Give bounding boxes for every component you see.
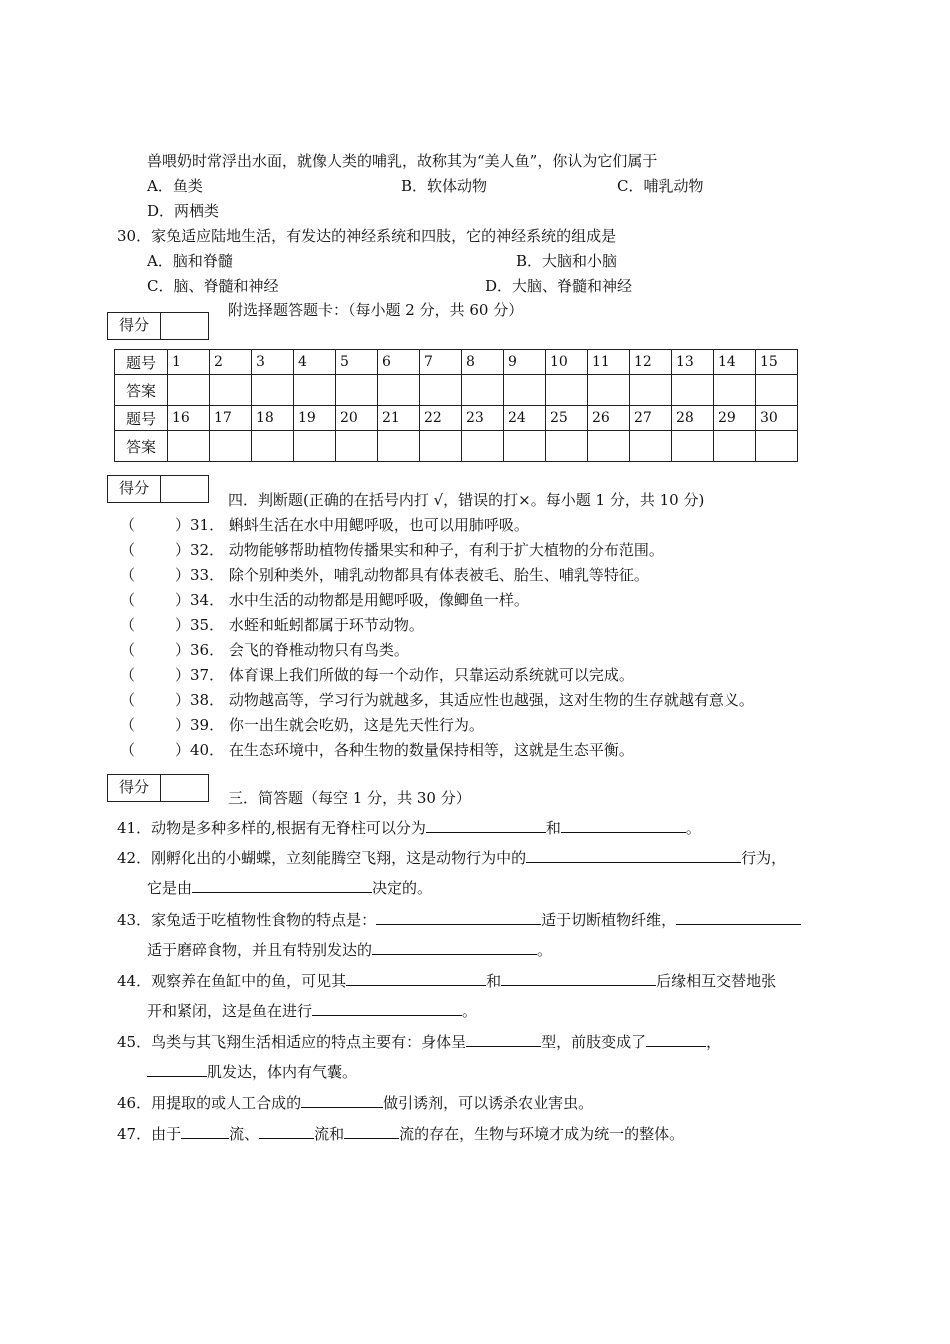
q47: 47．由于 流、 流和 流的存在，生物与环境才成为统一的整体。 [117, 1125, 685, 1143]
question-number: 11 [588, 350, 630, 375]
answer-blank[interactable] [376, 910, 541, 925]
answer-blank[interactable] [181, 1124, 229, 1139]
judge-open-paren[interactable]: （ [120, 666, 136, 684]
answer-cell[interactable] [672, 431, 714, 462]
q45-line1: 45．鸟类与其飞翔生活相适应的特点主要有：身体呈 型，前肢变成了 ， [117, 1033, 722, 1051]
answer-blank[interactable] [372, 940, 537, 955]
answer-blank[interactable] [147, 1062, 207, 1077]
question-number: 4 [294, 350, 336, 375]
answer-cell[interactable] [630, 375, 672, 406]
score-label: 得分 [108, 476, 161, 502]
answer-cell[interactable] [294, 431, 336, 462]
ans-label: 答案 [115, 375, 168, 406]
q29-option-d: D．两栖类 [147, 202, 220, 220]
question-number: 5 [336, 350, 378, 375]
score-label: 得分 [108, 775, 161, 801]
question-number: 6 [378, 350, 420, 375]
judge-open-paren[interactable]: （ [120, 616, 136, 634]
answer-blank[interactable] [646, 1032, 706, 1047]
question-number: 12 [630, 350, 672, 375]
question-number: 26 [588, 406, 630, 431]
question-number: 29 [714, 406, 756, 431]
q42-line2: 它是由 决定的。 [147, 879, 433, 897]
score-box-card [107, 312, 209, 340]
judge-item: （ ）36． 会飞的脊椎动物只有鸟类。 [120, 641, 409, 659]
judge-open-paren[interactable]: （ [120, 541, 136, 559]
question-number: 14 [714, 350, 756, 375]
judge-item: （ ）32． 动物能够帮助植物传播果实和种子，有利于扩大植物的分布范围。 [120, 541, 664, 559]
answer-cell[interactable] [336, 431, 378, 462]
judge-open-paren[interactable]: （ [120, 516, 136, 534]
judge-open-paren[interactable]: （ [120, 741, 136, 759]
judge-item: （ ）37． 体育课上我们所做的每一个动作，只靠运动系统就可以完成。 [120, 666, 634, 684]
question-number: 27 [630, 406, 672, 431]
answer-blank[interactable] [561, 818, 686, 833]
q41: 41．动物是多种多样的,根据有无脊柱可以分为 和 。 [117, 819, 701, 837]
num-label: 题号 [115, 406, 168, 431]
q42-line1: 42．刚孵化出的小蝴蝶，立刻能腾空飞翔，这是动物行为中的 行为， [117, 849, 787, 867]
question-number: 25 [546, 406, 588, 431]
answer-blank[interactable] [312, 1001, 462, 1016]
question-number: 2 [210, 350, 252, 375]
q29-option-b: B．软体动物 [401, 177, 488, 195]
judge-item: （ ）38． 动物越高等，学习行为就越多，其适应性也越强，这对生物的生存就越有意义。 [120, 691, 754, 709]
answer-cell[interactable] [252, 375, 294, 406]
answer-cell[interactable] [378, 375, 420, 406]
question-number: 7 [420, 350, 462, 375]
question-number: 30 [756, 406, 798, 431]
question-number: 24 [504, 406, 546, 431]
answer-cell[interactable] [420, 431, 462, 462]
q30-option-d: D．大脑、脊髓和神经 [485, 277, 633, 295]
score-label: 得分 [108, 313, 161, 339]
judge-open-paren[interactable]: （ [120, 641, 136, 659]
answer-cell[interactable] [336, 375, 378, 406]
q43-line2: 适于磨碎食物，并且有特别发达的 。 [147, 941, 553, 959]
answer-blank[interactable] [501, 971, 656, 986]
question-number: 10 [546, 350, 588, 375]
answer-cell[interactable] [462, 375, 504, 406]
q30-option-c: C．脑、脊髓和神经 [147, 277, 279, 295]
answer-blank[interactable] [192, 878, 372, 893]
question-number: 20 [336, 406, 378, 431]
question-number: 23 [462, 406, 504, 431]
answer-card-title: 附选择题答题卡：（每小题 2 分，共 60 分） [228, 301, 524, 319]
question-number: 15 [756, 350, 798, 375]
answer-cell[interactable] [714, 375, 756, 406]
answer-blank[interactable] [466, 1032, 541, 1047]
question-number: 17 [210, 406, 252, 431]
answer-cell[interactable] [756, 431, 798, 462]
question-number: 18 [252, 406, 294, 431]
answer-blank[interactable] [259, 1124, 314, 1139]
answer-cell[interactable] [210, 431, 252, 462]
score-value-cell[interactable] [161, 313, 208, 339]
q30-option-a: A．脑和脊髓 [147, 252, 233, 270]
answer-cell[interactable] [714, 431, 756, 462]
judge-open-paren[interactable]: （ [120, 716, 136, 734]
question-number: 1 [168, 350, 210, 375]
answer-cell[interactable] [168, 375, 210, 406]
judge-item: （ ）40． 在生态环境中，各种生物的数量保持相等，这就是生态平衡。 [120, 741, 634, 759]
q29-option-c: C．哺乳动物 [617, 177, 704, 195]
answer-cell[interactable] [168, 431, 210, 462]
answer-cell[interactable] [672, 375, 714, 406]
q30-option-b: B．大脑和小脑 [516, 252, 618, 270]
q44-line1: 44．观察养在鱼缸中的鱼，可见其 和 后缘相互交替地张 [117, 972, 777, 990]
answer-blank[interactable] [426, 818, 546, 833]
answer-cell[interactable] [588, 431, 630, 462]
q45-line2: 肌发达，体内有气囊。 [147, 1062, 357, 1082]
answer-cell[interactable] [546, 431, 588, 462]
judge-item: （ ）34． 水中生活的动物都是用鳃呼吸，像鲫鱼一样。 [120, 591, 529, 609]
judge-item: （ ）31． 蝌蚪生活在水中用鳃呼吸，也可以用肺呼吸。 [120, 516, 529, 534]
answer-blank[interactable] [346, 971, 486, 986]
num-label: 题号 [115, 350, 168, 375]
question-number: 3 [252, 350, 294, 375]
score-value-cell[interactable] [161, 476, 208, 502]
table-row [115, 406, 798, 431]
judge-open-paren[interactable]: （ [120, 691, 136, 709]
score-box-judge [107, 475, 209, 503]
question-number: 9 [504, 350, 546, 375]
answer-blank[interactable] [344, 1124, 399, 1139]
answer-cell[interactable] [294, 375, 336, 406]
section4-title: 四．判断题(正确的在括号内打 √，错误的打×。每小题 1 分，共 10 分) [228, 491, 705, 509]
answer-cell[interactable] [504, 375, 546, 406]
section3-title: 三．简答题（每空 1 分，共 30 分） [228, 789, 471, 807]
answer-cell[interactable] [630, 431, 672, 462]
answer-cell[interactable] [378, 431, 420, 462]
judge-item: （ ）33． 除个别种类外，哺乳动物都具有体表被毛、胎生、哺乳等特征。 [120, 566, 649, 584]
answer-blank[interactable] [526, 848, 741, 863]
answer-blank[interactable] [676, 910, 801, 925]
q29-option-a: A．鱼类 [147, 177, 203, 195]
question-number: 22 [420, 406, 462, 431]
answer-cell[interactable] [546, 375, 588, 406]
q30-stem: 30．家兔适应陆地生活，有发达的神经系统和四肢，它的神经系统的组成是 [117, 227, 617, 245]
q43-line1: 43．家兔适于吃植物性食物的特点是： 适于切断植物纤维， [117, 910, 801, 930]
q44-line2: 开和紧闭，这是鱼在进行 。 [147, 1002, 478, 1020]
judge-item: （ ）35． 水蛭和蚯蚓都属于环节动物。 [120, 616, 424, 634]
judge-item: （ ）39． 你一出生就会吃奶，这是先天性行为。 [120, 716, 484, 734]
q46: 46．用提取的或人工合成的 做引诱剂，可以诱杀农业害虫。 [117, 1094, 594, 1112]
answer-cell[interactable] [588, 375, 630, 406]
answer-blank[interactable] [301, 1093, 383, 1108]
score-value-cell[interactable] [161, 775, 208, 801]
judge-open-paren[interactable]: （ [120, 566, 136, 584]
q29-stem-tail: 兽喂奶时常浮出水面，就像人类的哺乳，故称其为“美人鱼”，你认为它们属于 [147, 152, 658, 170]
score-box-short [107, 774, 209, 802]
answer-cell[interactable] [462, 431, 504, 462]
question-number: 28 [672, 406, 714, 431]
table-row [115, 375, 798, 406]
table-row [115, 350, 798, 375]
question-number: 8 [462, 350, 504, 375]
answer-cell[interactable] [756, 375, 798, 406]
answer-cell[interactable] [420, 375, 462, 406]
question-number: 13 [672, 350, 714, 375]
answer-cell[interactable] [504, 431, 546, 462]
question-number: 21 [378, 406, 420, 431]
answer-cell[interactable] [210, 375, 252, 406]
question-number: 16 [168, 406, 210, 431]
answer-cell[interactable] [252, 431, 294, 462]
table-row [115, 431, 798, 462]
answer-card-table [114, 349, 798, 462]
ans-label: 答案 [115, 431, 168, 462]
judge-open-paren[interactable]: （ [120, 591, 136, 609]
question-number: 19 [294, 406, 336, 431]
